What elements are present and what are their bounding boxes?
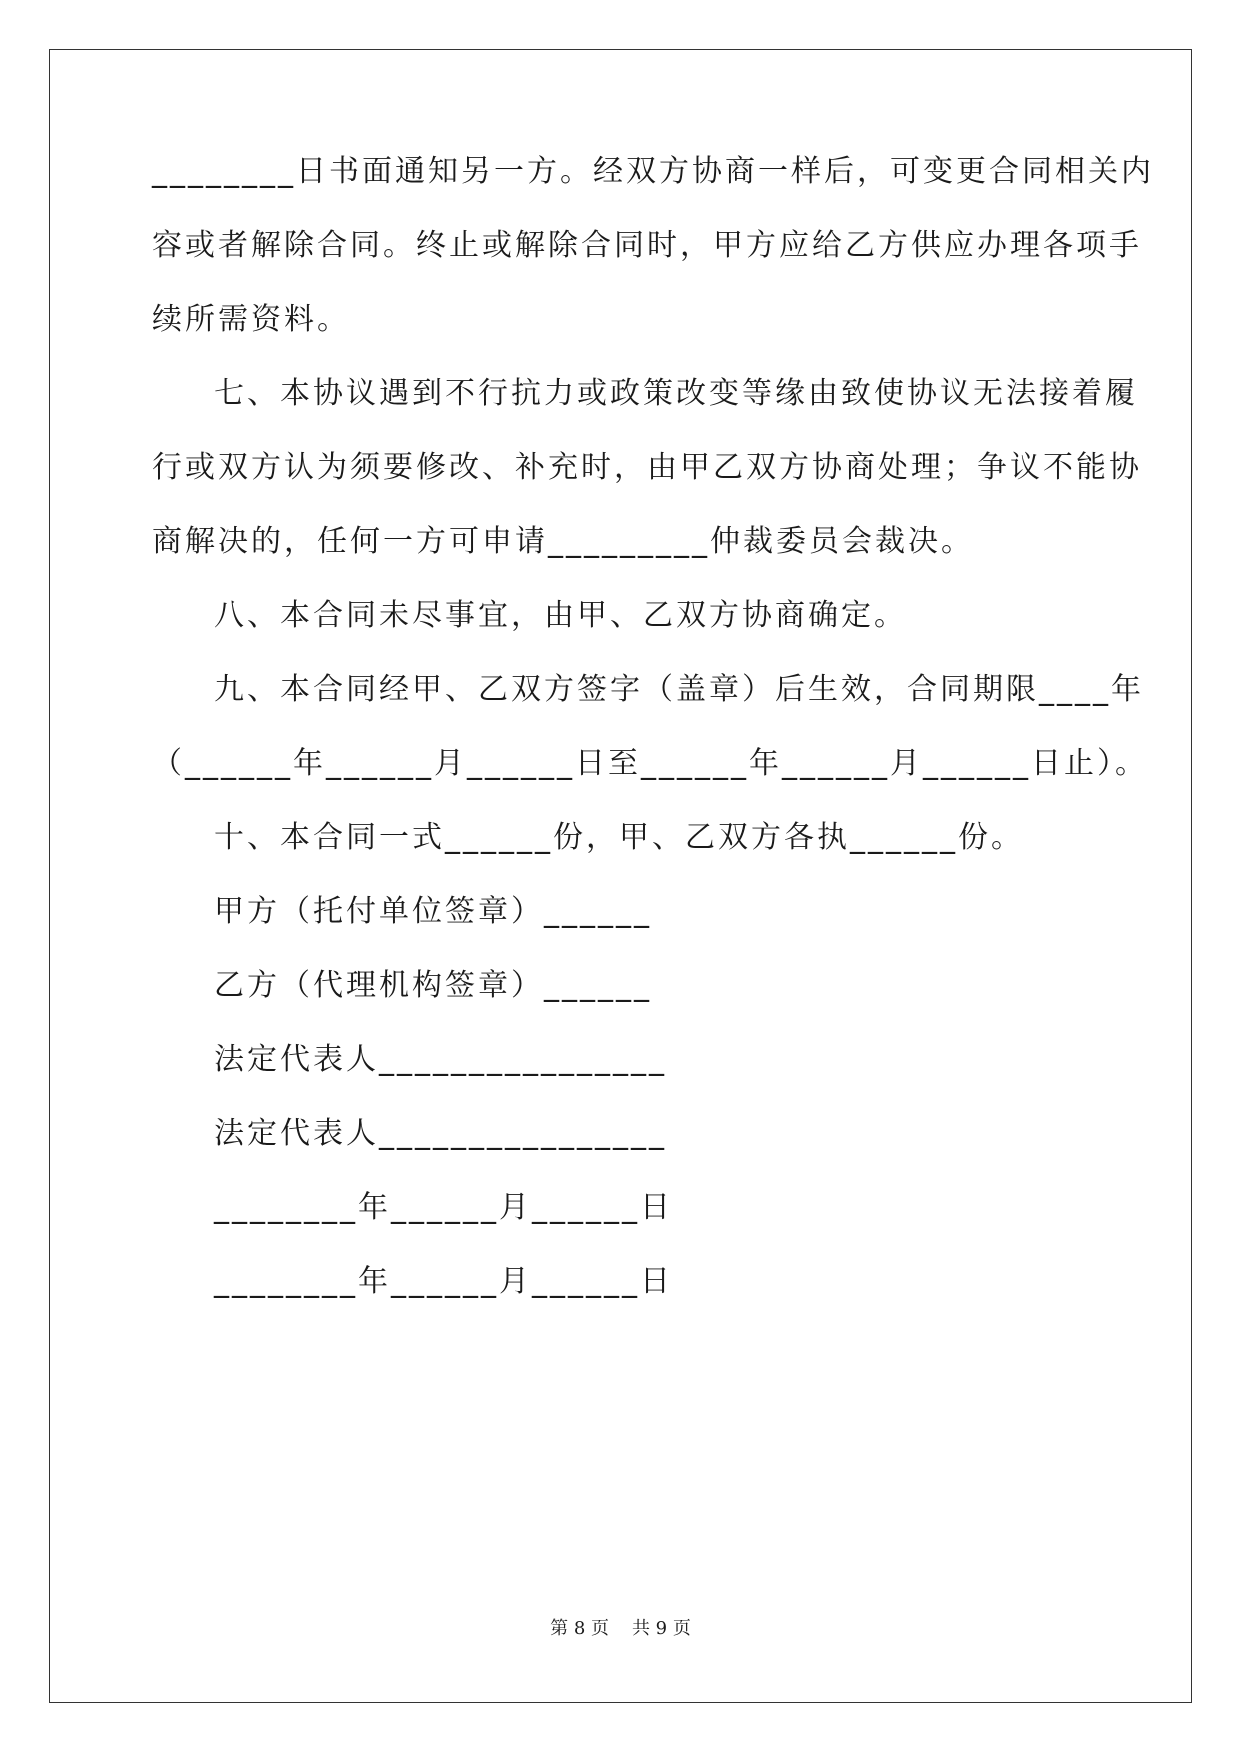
clause-8-line: 八、本合同未尽事宜，由甲、乙双方协商确定。	[214, 598, 907, 633]
clause-10-line: 十、本合同一式______份，甲、乙双方各执______份。	[214, 820, 1024, 855]
page-border	[49, 49, 1192, 1703]
clause-9-line: 九、本合同经甲、乙双方签字（盖章）后生效，合同期限____年	[214, 672, 1144, 707]
paragraph-line: ________日书面通知另一方。经双方协商一样后，可变更合同相关内	[152, 154, 1154, 189]
party-a-signature-line: 甲方（托付单位签章）______	[214, 894, 652, 929]
clause-9-line: （______年______月______日至______年______月______日止）。	[152, 746, 1148, 781]
paragraph-line: 容或者解除合同。终止或解除合同时，甲方应给乙方供应办理各项手	[152, 228, 1142, 263]
party-b-signature-line: 乙方（代理机构签章）______	[214, 968, 652, 1003]
date-line: ________年______月______日	[214, 1264, 673, 1299]
paragraph-line: 续所需资料。	[152, 302, 350, 337]
clause-7-line: 七、本协议遇到不行抗力或政策改变等缘由致使协议无法接着履	[214, 376, 1138, 411]
legal-representative-line: 法定代表人________________	[214, 1042, 667, 1077]
date-line: ________年______月______日	[214, 1190, 673, 1225]
clause-7-line: 商解决的，任何一方可申请_________仲裁委员会裁决。	[152, 524, 974, 559]
legal-representative-line: 法定代表人________________	[214, 1116, 667, 1151]
page-number-footer: 第 8 页 共 9 页	[550, 1618, 691, 1639]
clause-7-line: 行或双方认为须要修改、补充时，由甲乙双方协商处理；争议不能协	[152, 450, 1142, 485]
